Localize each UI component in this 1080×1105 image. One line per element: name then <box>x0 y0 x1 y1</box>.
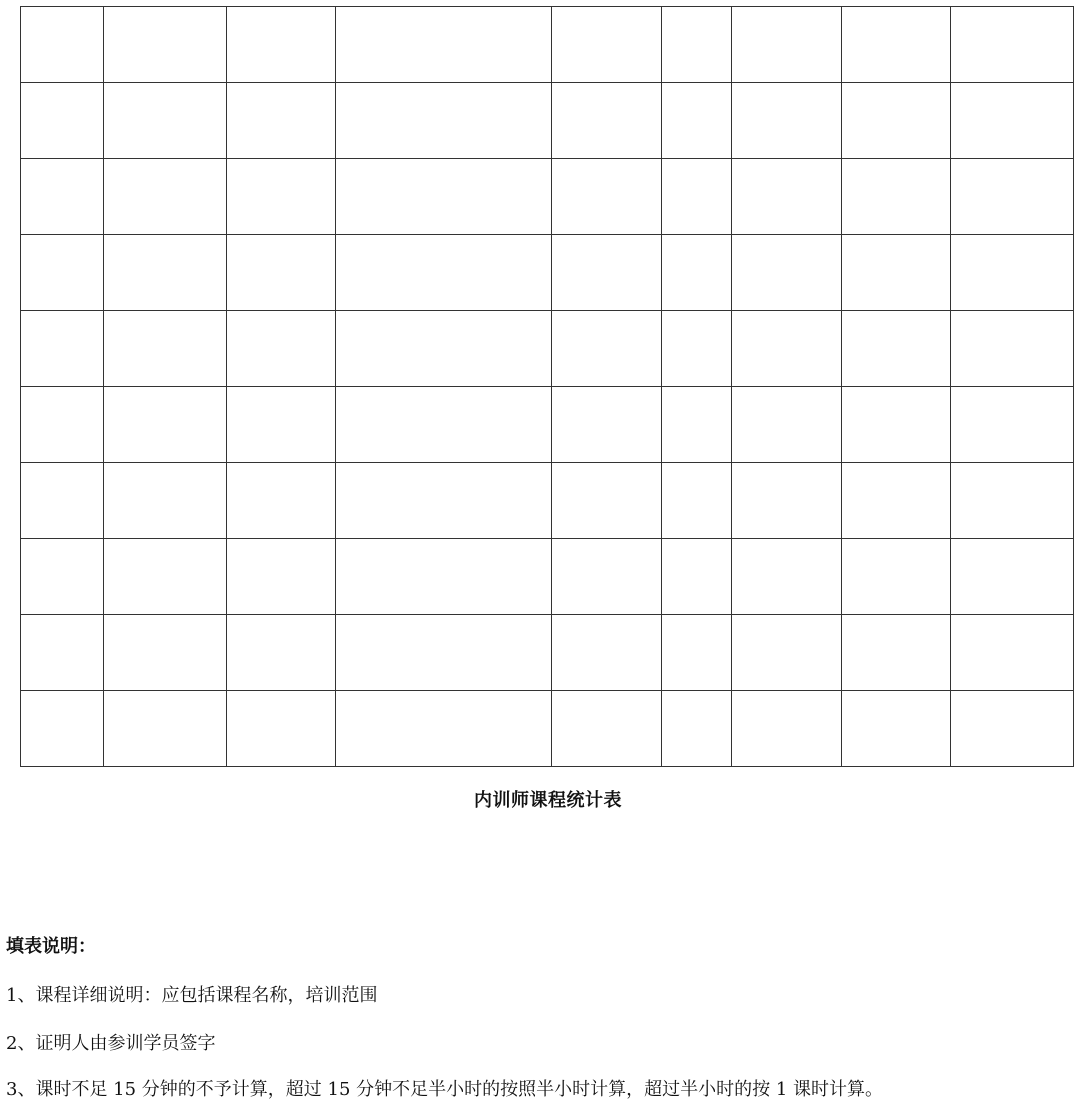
table-cell[interactable] <box>662 159 732 235</box>
table-row <box>21 311 1074 387</box>
table-cell[interactable] <box>336 463 552 539</box>
table-cell[interactable] <box>104 235 227 311</box>
table-cell[interactable] <box>732 159 842 235</box>
table-row <box>21 235 1074 311</box>
table-cell[interactable] <box>336 235 552 311</box>
table-cell[interactable] <box>732 691 842 767</box>
table-cell[interactable] <box>732 83 842 159</box>
table-cell[interactable] <box>552 387 662 463</box>
table-cell[interactable] <box>104 691 227 767</box>
table-cell[interactable] <box>552 539 662 615</box>
table-cell[interactable] <box>842 615 951 691</box>
note-item-3: 3、课时不足 15 分钟的不予计算，超过 15 分钟不足半小时的按照半小时计算，超过半小时的按 1 课时计算。 <box>6 1079 884 1100</box>
table-caption: 内训师课程统计表 <box>474 790 622 811</box>
table-cell[interactable] <box>662 83 732 159</box>
table-cell[interactable] <box>104 539 227 615</box>
table-cell[interactable] <box>951 159 1074 235</box>
table-cell[interactable] <box>842 235 951 311</box>
table-cell[interactable] <box>951 235 1074 311</box>
table-row <box>21 539 1074 615</box>
table-cell[interactable] <box>227 615 336 691</box>
table-cell[interactable] <box>662 235 732 311</box>
table-cell[interactable] <box>552 159 662 235</box>
table-cell[interactable] <box>842 159 951 235</box>
table-row <box>21 463 1074 539</box>
table-cell[interactable] <box>104 159 227 235</box>
table-cell[interactable] <box>662 7 732 83</box>
table-cell[interactable] <box>951 615 1074 691</box>
table-cell[interactable] <box>21 463 104 539</box>
table-cell[interactable] <box>552 615 662 691</box>
table-cell[interactable] <box>842 463 951 539</box>
table-cell[interactable] <box>21 311 104 387</box>
table-cell[interactable] <box>336 539 552 615</box>
table-cell[interactable] <box>336 615 552 691</box>
table-cell[interactable] <box>842 83 951 159</box>
table-cell[interactable] <box>732 463 842 539</box>
table-cell[interactable] <box>21 7 104 83</box>
table-cell[interactable] <box>21 615 104 691</box>
table-cell[interactable] <box>227 83 336 159</box>
table-row <box>21 691 1074 767</box>
table-cell[interactable] <box>336 387 552 463</box>
table-cell[interactable] <box>336 159 552 235</box>
table-cell[interactable] <box>552 311 662 387</box>
note-item-2: 2、证明人由参训学员签字 <box>6 1033 216 1054</box>
table-cell[interactable] <box>227 387 336 463</box>
table-cell[interactable] <box>732 7 842 83</box>
table-row <box>21 7 1074 83</box>
table-cell[interactable] <box>842 311 951 387</box>
notes-title: 填表说明： <box>6 936 96 957</box>
table-cell[interactable] <box>662 539 732 615</box>
table-cell[interactable] <box>951 539 1074 615</box>
table-cell[interactable] <box>732 387 842 463</box>
table-cell[interactable] <box>552 7 662 83</box>
table-cell[interactable] <box>104 311 227 387</box>
table-cell[interactable] <box>842 7 951 83</box>
table-cell[interactable] <box>104 7 227 83</box>
table-cell[interactable] <box>732 235 842 311</box>
table-cell[interactable] <box>104 83 227 159</box>
table-cell[interactable] <box>732 539 842 615</box>
table-row <box>21 615 1074 691</box>
table-cell[interactable] <box>21 691 104 767</box>
table-cell[interactable] <box>842 539 951 615</box>
table-cell[interactable] <box>227 539 336 615</box>
table-cell[interactable] <box>227 235 336 311</box>
table-cell[interactable] <box>842 387 951 463</box>
course-statistics-table <box>20 6 1074 767</box>
table-cell[interactable] <box>21 83 104 159</box>
table-cell[interactable] <box>552 463 662 539</box>
table-cell[interactable] <box>552 235 662 311</box>
table-cell[interactable] <box>104 615 227 691</box>
table-body <box>21 7 1074 767</box>
table-row <box>21 159 1074 235</box>
table-cell[interactable] <box>21 539 104 615</box>
table-cell[interactable] <box>662 311 732 387</box>
table-row <box>21 387 1074 463</box>
table-cell[interactable] <box>842 691 951 767</box>
table-cell[interactable] <box>21 235 104 311</box>
table-cell[interactable] <box>104 463 227 539</box>
table-cell[interactable] <box>552 691 662 767</box>
table-cell[interactable] <box>951 387 1074 463</box>
table-cell[interactable] <box>951 7 1074 83</box>
table-cell[interactable] <box>662 387 732 463</box>
table-cell[interactable] <box>21 387 104 463</box>
table-cell[interactable] <box>227 159 336 235</box>
table-row <box>21 83 1074 159</box>
table-cell[interactable] <box>951 463 1074 539</box>
table-cell[interactable] <box>227 7 336 83</box>
table-cell[interactable] <box>227 691 336 767</box>
table-cell[interactable] <box>227 463 336 539</box>
table-cell[interactable] <box>336 83 552 159</box>
table-cell[interactable] <box>21 159 104 235</box>
table-cell[interactable] <box>336 7 552 83</box>
table-cell[interactable] <box>951 83 1074 159</box>
note-item-1: 1、课程详细说明：应包括课程名称，培训范围 <box>6 985 378 1006</box>
table-cell[interactable] <box>951 311 1074 387</box>
table-cell[interactable] <box>227 311 336 387</box>
table-cell[interactable] <box>732 615 842 691</box>
table-cell[interactable] <box>951 691 1074 767</box>
table-cell[interactable] <box>336 691 552 767</box>
table-cell[interactable] <box>336 311 552 387</box>
table-cell[interactable] <box>552 83 662 159</box>
table-cell[interactable] <box>732 311 842 387</box>
table-cell[interactable] <box>662 691 732 767</box>
table-cell[interactable] <box>662 463 732 539</box>
table-cell[interactable] <box>662 615 732 691</box>
table-cell[interactable] <box>104 387 227 463</box>
